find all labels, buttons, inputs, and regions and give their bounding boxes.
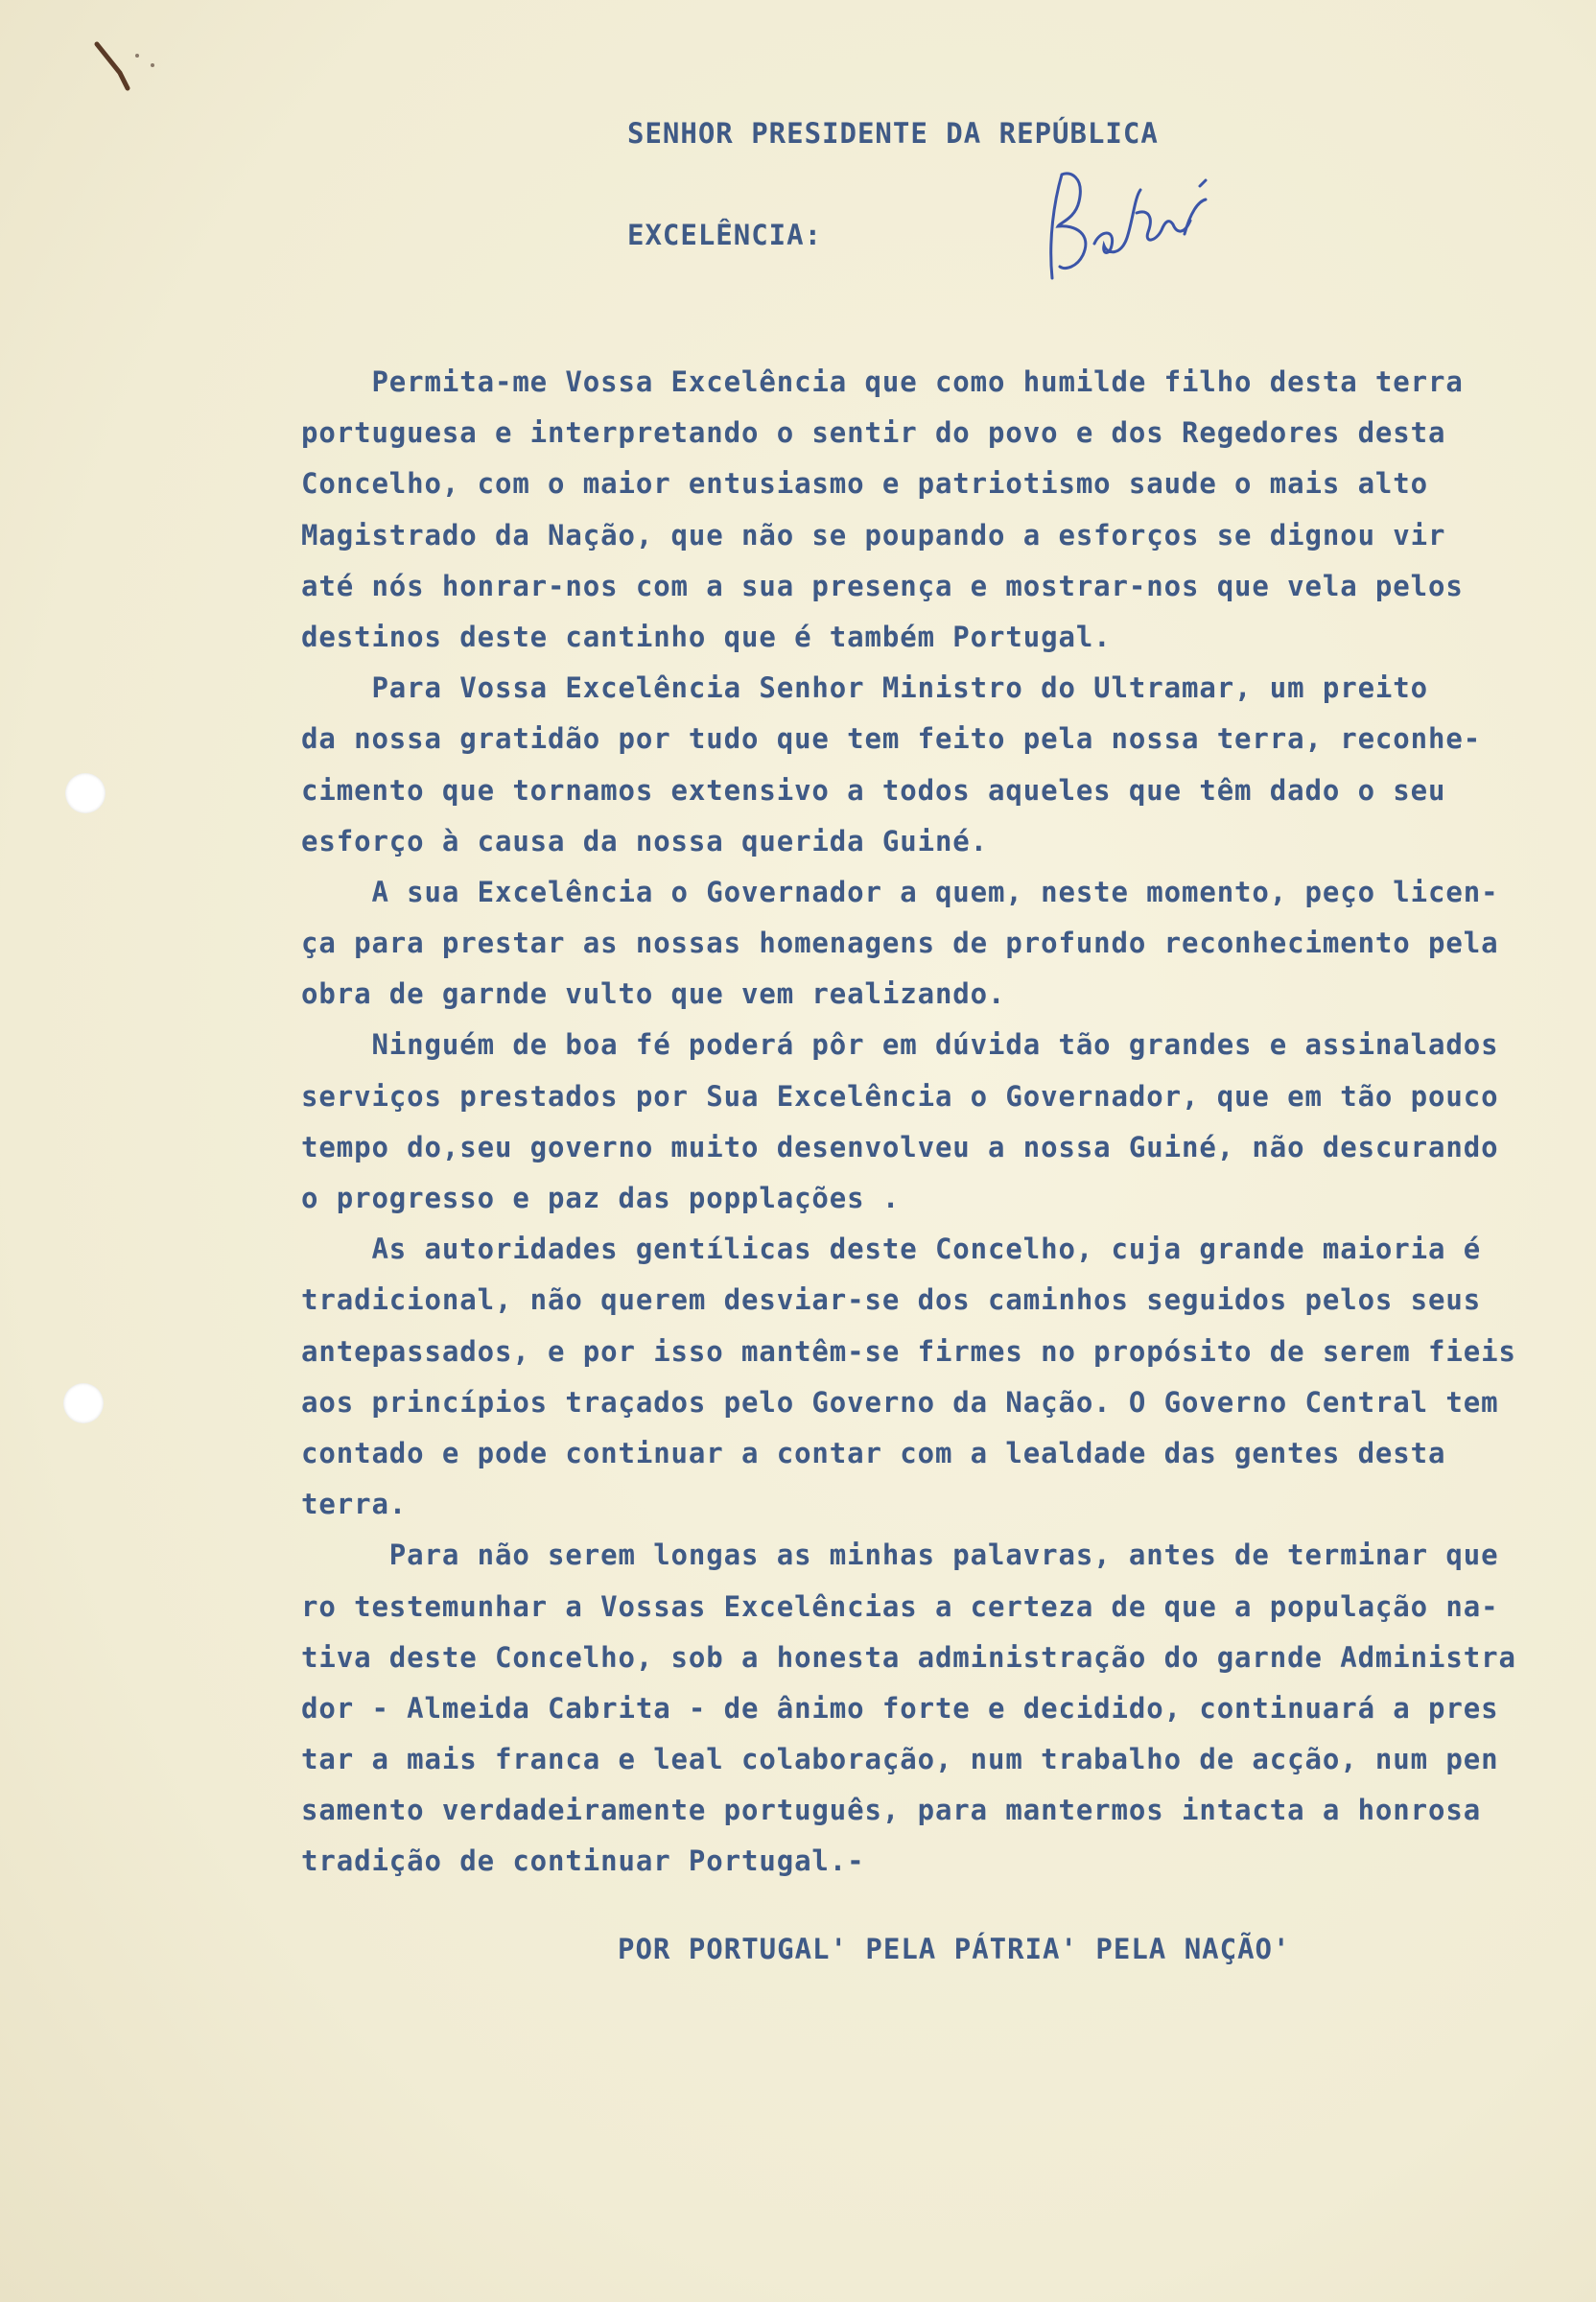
body-line: terra. — [301, 1488, 408, 1521]
body-line: portuguesa e interpretando o sentir do povo e dos Regedores desta — [301, 416, 1446, 450]
body-line: ça para prestar as nossas homenagens de profundo reconhecimento pela — [301, 927, 1499, 960]
punch-hole-bottom — [63, 1383, 104, 1423]
body-line: cimento que tornamos extensivo a todos aqueles que têm dado o seu — [301, 773, 1446, 807]
handwritten-signature — [1041, 163, 1252, 297]
document-heading: SENHOR PRESIDENTE DA REPÚBLICA — [627, 117, 1159, 150]
punch-hole-top — [65, 773, 106, 813]
body-line: Magistrado da Nação, que não se poupando a esforços se dignou vir — [301, 518, 1446, 552]
body-line: até nós honrar-nos com a sua presença e mostrar-nos que vela pelos — [301, 569, 1464, 602]
body-line: o progresso e paz das popplações . — [301, 1182, 901, 1214]
body-line: Permita-me Vossa Excelência que como humilde filho desta terra — [301, 365, 1464, 398]
body-line: tiva deste Concelho, sob a honesta administração do garnde Administra — [301, 1640, 1516, 1674]
body-line: serviços prestados por Sua Excelência o Governador, que em tão pouco — [301, 1079, 1499, 1113]
body-line: aos princípios traçados pelo Governo da Nação. O Governo Central tem — [301, 1385, 1499, 1419]
body-line: Concelho, com o maior entusiasmo e patriotismo saude o mais alto — [301, 467, 1429, 501]
body-line: da nossa gratidão por tudo que tem feito pela nossa terra, reconhe- — [301, 722, 1482, 756]
body-line: tar a mais franca e leal colaboração, num trabalho de acção, num pen — [301, 1743, 1499, 1776]
body-line: antepassados, e por isso mantêm-se firmes no propósito de serem fieis — [301, 1334, 1516, 1368]
body-line: destinos deste cantinho que é também Portugal. — [301, 620, 1112, 653]
body-line: samento verdadeiramente português, para mantermos intacta a honrosa — [301, 1794, 1482, 1827]
body-line: tempo do,seu governo muito desenvolveu a nossa Guiné, não descurando — [301, 1130, 1499, 1163]
closing-motto: POR PORTUGAL' PELA PÁTRIA' PELA NAÇÃO' — [618, 1933, 1291, 1965]
letter-body — [301, 357, 1516, 1888]
body-line: Para Vossa Excelência Senhor Ministro do Ultramar, um preito — [301, 671, 1429, 705]
body-line: esforço à causa da nossa querida Guiné. — [301, 824, 989, 857]
body-line: A sua Excelência o Governador a quem, neste momento, peço licen- — [301, 875, 1499, 908]
body-line: tradição de continuar Portugal.- — [301, 1844, 865, 1878]
body-line: Ninguém de boa fé poderá pôr em dúvida tão grandes e assinalados — [301, 1028, 1499, 1062]
body-line: Para não serem longas as minhas palavras, antes de terminar que — [301, 1539, 1499, 1572]
document-salutation: EXCELÊNCIA: — [627, 219, 823, 251]
body-line: tradicional, não querem desviar-se dos caminhos seguidos pelos seus — [301, 1283, 1482, 1317]
staple-mark-icon — [91, 38, 158, 106]
body-line: As autoridades gentílicas deste Concelho, cuja grande maioria é — [301, 1233, 1482, 1266]
body-line: ro testemunhar a Vossas Excelências a certeza de que a população na- — [301, 1589, 1499, 1623]
body-line: dor - Almeida Cabrita - de ânimo forte e decidido, continuará a pres — [301, 1691, 1499, 1725]
body-line: obra de garnde vulto que vem realizando. — [301, 977, 1006, 1011]
body-line: contado e pode continuar a contar com a lealdade das gentes desta — [301, 1436, 1446, 1469]
